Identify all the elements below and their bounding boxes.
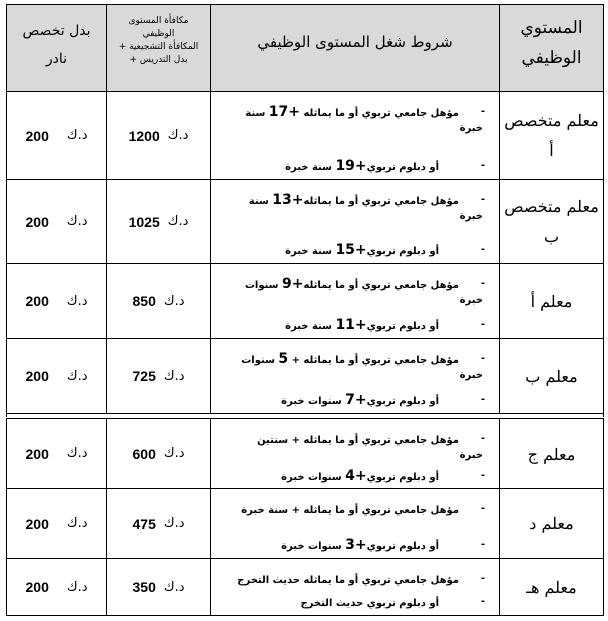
level-name: معلم هـ [526,577,577,597]
condition-university [241,501,459,517]
bonus-value: 1025 [128,213,160,230]
level-label [500,419,603,470]
bullet-dash: - [480,596,485,607]
allowance-currency: د.ك [66,516,88,531]
bonus-cell [107,92,211,179]
condition-diploma-text: أو دبلوم تربوي [366,321,439,332]
condition-diploma-years: +4 [345,468,367,484]
bullet-dash: - [480,573,485,584]
level-cell [500,92,603,179]
allowance-amount [7,489,106,558]
level-label [500,180,603,252]
level-cell [500,180,603,263]
conditions-cell [211,92,500,179]
condition-university [257,431,459,447]
level-cell [500,419,603,488]
bonus-cell [107,489,211,558]
bullet-dash: - [480,539,485,550]
allowance-amount [7,559,106,615]
allowance-value: 200 [25,515,49,532]
condition-diploma-text: أو دبلوم تربوي [366,472,439,483]
condition-university-unit: سنة [248,196,273,207]
allowance-amount [7,180,106,263]
header-bonus-line3: المكافأة التشجيعية + [118,42,199,52]
condition-diploma [285,317,439,333]
condition-university-unit: سنوات [241,355,279,366]
header-level-line2: الوظيفي [521,48,582,68]
bonus-value: 600 [132,445,156,462]
header-row [6,4,604,92]
condition-diploma-years: +11 [335,317,367,333]
header-level-line1: المستوي [520,18,583,38]
allowance-cell [7,419,107,488]
header-allowance-line2: نادر [45,51,68,67]
bonus-currency: د.ك [167,128,189,143]
condition-university-unit: سنة [245,108,269,119]
bonus-amount [107,559,210,615]
condition-university-text: مؤهل جامعي تربوي أو ما يماثله [303,196,459,207]
allowance-value: 200 [25,368,49,384]
condition-diploma-unit: سنة خبرة [285,246,336,257]
conditions-cell [211,264,500,338]
bullet-dash: - [480,433,485,444]
bullet-dash: - [480,470,485,481]
level-label [500,489,603,539]
bonus-currency: د.ك [163,368,185,384]
level-grade: أ [549,141,554,160]
allowance-currency: د.ك [66,368,88,384]
level-name: معلم متخصص [504,197,599,216]
condition-university [245,276,459,292]
condition-university-text: مؤهل جامعي تربوي أو ما يماثله [300,108,459,119]
level-cell [500,559,603,615]
bonus-cell [107,264,211,338]
header-conditions [211,5,500,91]
bonus-cell [107,339,211,413]
level-cell [500,339,603,413]
table-row [6,489,604,559]
level-label [500,339,603,392]
bullet-dash: - [480,353,485,364]
condition-diploma-unit: سنة خبرة [285,321,336,332]
condition-university-text: مؤهل جامعي تربوي أو ما يماثله + سنة خبرة [241,505,459,516]
allowance-amount [7,92,106,179]
header-allowance [7,5,107,91]
table-row [6,418,604,489]
table-row [6,559,604,616]
bonus-amount [107,489,210,558]
level-label [500,264,603,317]
condition-diploma [281,537,439,553]
header-allowance-line1: بدل تخصص [22,23,91,39]
condition-diploma-text: أو دبلوم تربوي [366,162,439,173]
allowance-value: 200 [25,579,49,595]
allowance-amount [7,264,106,338]
level-cell [500,264,603,338]
bullet-dash: - [480,278,485,289]
condition-diploma-text: أو دبلوم تربوي [366,541,439,552]
condition-university [249,192,459,208]
bonus-value: 1200 [128,127,160,144]
bonus-value: 475 [132,515,156,532]
condition-university-text: مؤهل جامعي تربوي أو ما يماثله + [288,355,459,366]
allowance-cell [7,180,107,263]
bullet-dash: - [480,160,485,171]
bullet-dash: - [480,503,485,514]
bonus-currency: د.ك [163,446,185,461]
condition-diploma [285,158,439,174]
condition-experience-word: خبرة [459,370,483,381]
allowance-cell [7,264,107,338]
level-label [500,92,603,166]
bullet-dash: - [480,194,485,205]
level-name: معلم ب [525,366,578,386]
allowance-currency: د.ك [66,214,88,229]
header-level [500,5,603,91]
table-row [6,264,604,339]
condition-diploma-unit: سنوات خبرة [281,472,346,483]
condition-university-years: +13 [272,192,304,208]
condition-university [241,351,459,367]
header-conditions-text: شروط شغل المستوى الوظيفي [257,33,453,51]
level-label [500,559,603,603]
level-name: معلم د [529,514,574,533]
bonus-amount [107,419,210,488]
bonus-value: 850 [132,293,156,309]
allowance-currency: د.ك [66,446,88,461]
allowance-cell [7,559,107,615]
allowance-value: 200 [25,445,49,462]
bullet-dash: - [480,319,485,330]
allowance-cell [7,92,107,179]
bonus-cell [107,559,211,615]
condition-diploma [285,242,439,258]
bonus-value: 725 [132,368,156,384]
allowance-currency: د.ك [66,293,88,309]
level-grade: ب [543,227,560,246]
bonus-amount [107,339,210,413]
header-bonus-line1: مكافأة المستوى [128,16,189,26]
condition-experience-word: خبرة [459,450,483,461]
table-row [6,92,604,180]
header-bonus [107,5,211,91]
condition-experience-word: خبرة [459,211,483,222]
conditions-cell [211,180,500,263]
condition-diploma-years: +3 [345,537,367,553]
condition-diploma-years: +19 [335,158,367,174]
condition-diploma-unit: سنوات خبرة [281,396,346,407]
condition-university-years: +9 [282,276,304,292]
allowance-amount [7,419,106,488]
level-cell [500,489,603,558]
bonus-currency: د.ك [163,579,185,595]
allowance-cell [7,339,107,413]
allowance-cell [7,489,107,558]
condition-experience-word: خبرة [459,123,483,134]
allowance-value: 200 [25,213,49,230]
condition-university-years: 5 [278,351,289,367]
table-row [6,339,604,414]
condition-university-text: مؤهل جامعي تربوي أو ما يماثله + سنتين [257,435,459,446]
condition-diploma-text: أو دبلوم تربوي [366,246,439,257]
bonus-amount [107,264,210,338]
conditions-cell [211,489,500,558]
conditions-cell [211,339,500,413]
bonus-currency: د.ك [167,214,189,229]
table-row [6,180,604,264]
condition-experience-word: خبرة [459,295,483,306]
condition-university-text: مؤهل جامعي تربوي أو ما يماثله حديث التخرج [237,575,459,586]
row-separator [6,414,604,417]
level-name: معلم أ [530,291,573,311]
condition-diploma-unit: سنوات خبرة [281,541,346,552]
header-bonus-line2: الوظيفي [142,29,175,39]
header-bonus-line4: بدل التدريس + [129,55,188,65]
condition-diploma-text: أو دبلوم تربوي حديث التخرج [300,598,439,609]
bonus-cell [107,180,211,263]
condition-diploma [300,594,439,610]
condition-diploma-text: أو دبلوم تربوي [366,396,439,407]
conditions-cell [211,559,500,615]
bonus-amount [107,180,210,263]
condition-diploma [281,392,439,408]
bonus-amount [107,92,210,179]
level-name: معلم ج [527,444,576,464]
condition-university [245,104,459,120]
condition-university-unit: سنوات [244,280,282,291]
condition-diploma-years: +15 [335,242,367,258]
conditions-cell [211,419,500,488]
condition-diploma-unit: سنة خبرة [285,162,336,173]
condition-university-years: +17 [268,104,300,120]
bullet-dash: - [480,106,485,117]
allowance-currency: د.ك [66,579,88,595]
bonus-cell [107,419,211,488]
bullet-dash: - [480,394,485,405]
condition-university-text: مؤهل جامعي تربوي أو ما يماثله [303,280,459,291]
bonus-currency: د.ك [163,293,185,309]
level-name: معلم متخصص [504,111,599,130]
allowance-currency: د.ك [66,128,88,143]
condition-diploma [281,468,439,484]
allowance-value: 200 [25,293,49,309]
condition-university [237,571,459,587]
allowance-amount [7,339,106,413]
bullet-dash: - [480,244,485,255]
bonus-currency: د.ك [163,516,185,531]
bonus-value: 350 [132,579,156,595]
condition-diploma-years: +7 [345,392,367,408]
allowance-value: 200 [25,127,49,144]
